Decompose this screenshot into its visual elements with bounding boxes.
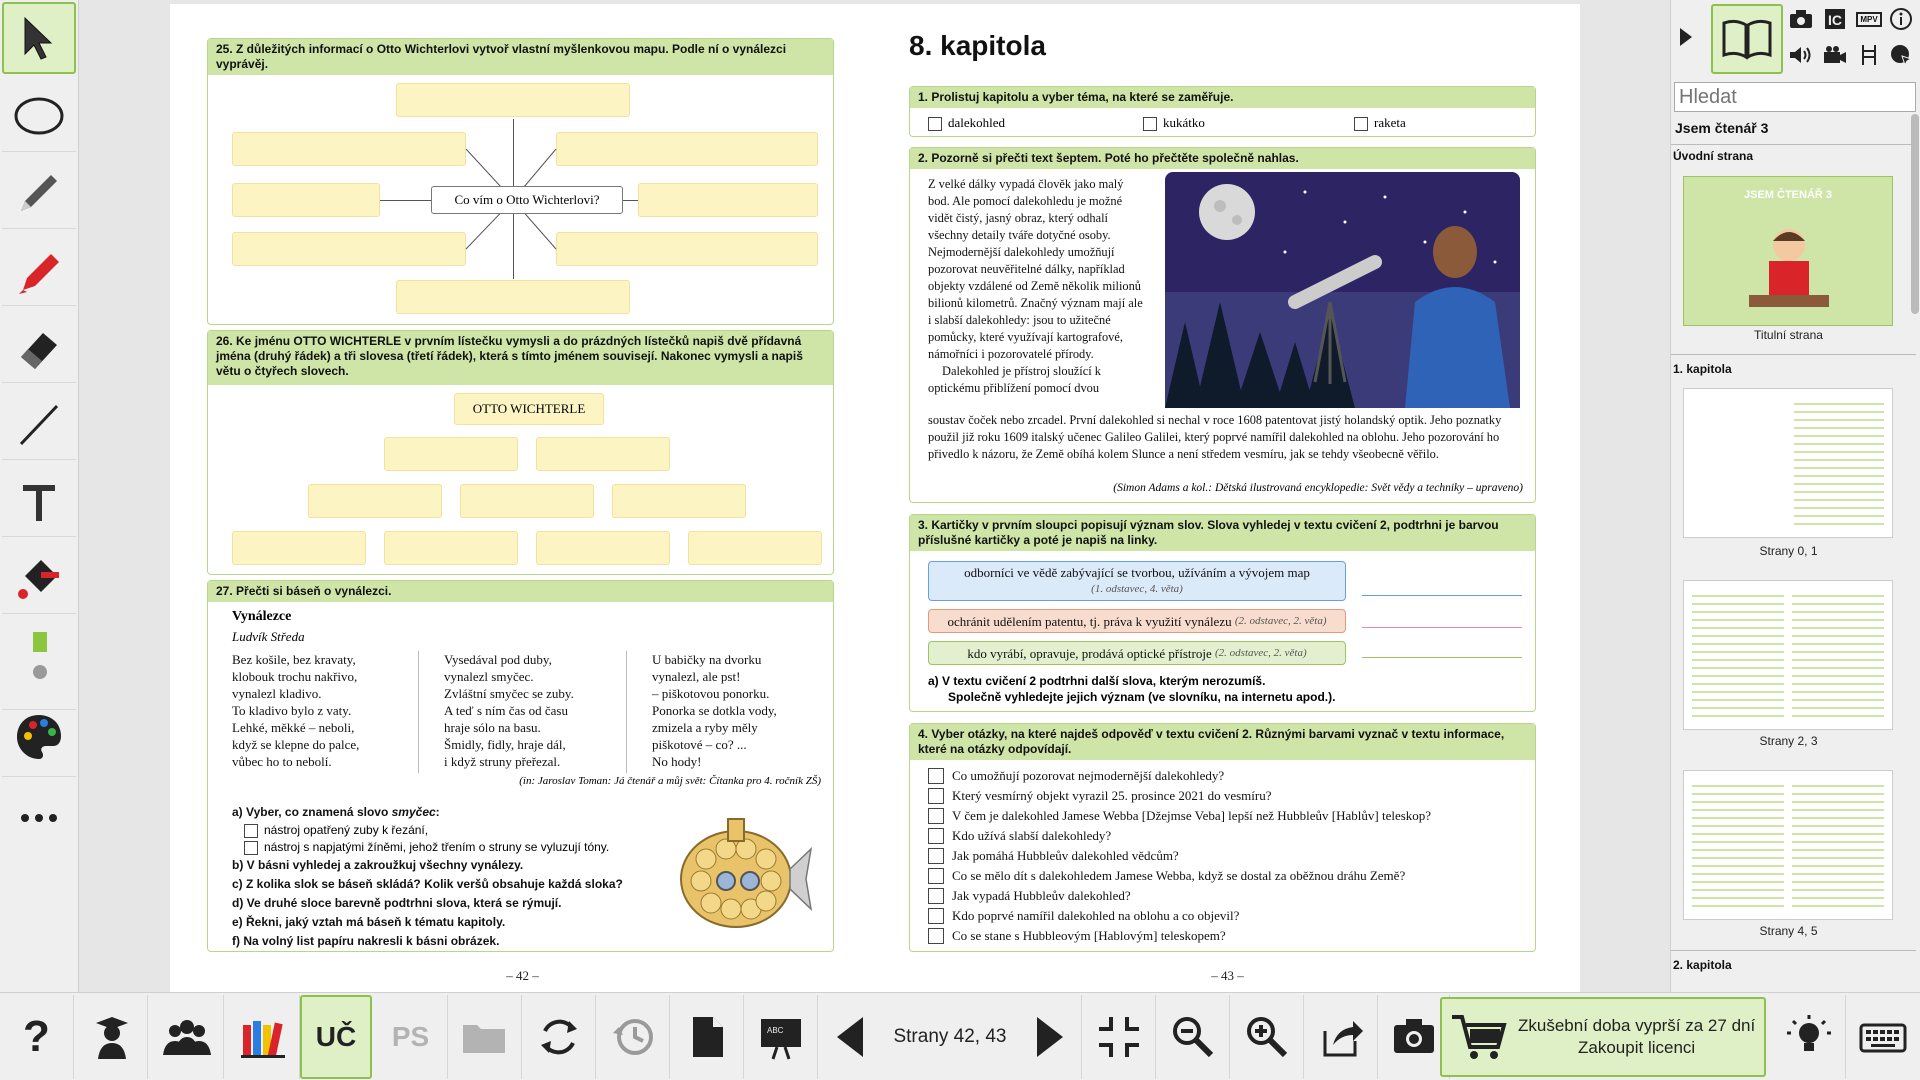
cover-child-illustration (1739, 217, 1839, 317)
task-c: c) Z kolika slok se báseň skládá? Kolik veršů obsahuje každá sloka? (232, 877, 623, 891)
separator (1671, 144, 1916, 145)
exercise-heading: 26. Ke jménu OTTO WICHTERLE v prvním lístečku vymysli a do prázdných lístečků napiš dvě přídavná jména (druhý řádek) a tři slovesa (třetí řádek), která s tímto jménem souvisejí. Nakonec vymysli a napiš větu o čtyřech slovech. (208, 331, 833, 385)
checkbox[interactable] (1354, 117, 1368, 131)
poem-stanza-2: Vysedával pod duby, vynalezl smyčec. Zvláštní smyčec se zuby. A teď s ním čas od času hraje sólo na basu. Šmidly, fidly, hraje dál, i když struny přeřezal. (444, 652, 574, 769)
section-title: 1. kapitola (1673, 362, 1732, 376)
palette-icon (11, 709, 67, 765)
separator (1671, 354, 1916, 355)
shopping-cart-icon (1450, 1011, 1508, 1063)
separator (1671, 950, 1916, 951)
question-row[interactable]: Co se mělo dít s dalekohledem Jamese Webba, když se dostal za oběžnou dráhu Země? (928, 866, 1405, 886)
collapse-sidebar-button[interactable] (1673, 20, 1699, 54)
option-kukatko[interactable]: kukátko (1143, 115, 1205, 131)
telescope-night-sky-illustration (1165, 172, 1520, 408)
checkbox[interactable] (928, 768, 944, 784)
exercise-25 (207, 38, 834, 325)
thumbnail-label: Strany 4, 5 (1759, 924, 1818, 938)
chapter-list[interactable] (1671, 114, 1920, 992)
adjective-box[interactable] (536, 437, 670, 471)
task-d: d) Ve druhé sloce barevně podtrhni slova, která se rýmují. (232, 896, 562, 910)
article-source: (Simon Adams a kol.: Dětská ilustrovaná encyklopedie: Svět vědy a techniky – upraveno) (1113, 482, 1523, 494)
class-button[interactable] (150, 995, 224, 1079)
question-row[interactable]: Jak vypadá Hubbleův dalekohled? (928, 886, 1131, 906)
arrow-right-icon (1023, 1011, 1075, 1063)
document-viewer[interactable] (80, 0, 1670, 992)
answer-line-blue[interactable] (1362, 595, 1522, 596)
bottom-toolbar (0, 992, 1920, 1080)
fit-screen-button[interactable] (1082, 995, 1156, 1079)
more-dots-icon (11, 786, 67, 842)
svg-text:ABC: ABC (766, 1026, 783, 1035)
color-swatch-green (33, 632, 47, 652)
adjective-box[interactable] (384, 437, 518, 471)
sync-button[interactable] (522, 995, 596, 1079)
poem-divider (418, 651, 419, 773)
checkbox[interactable] (928, 788, 944, 804)
document-icon (681, 1011, 733, 1063)
checkbox[interactable] (928, 848, 944, 864)
globe-cursor-icon (1889, 43, 1913, 67)
meaning-card-blue[interactable]: odborníci ve vědě zabývající se tvorbou, užíváním a vývojem map (1. odstavec, 4. věta) (928, 561, 1346, 601)
question-row[interactable]: Který vesmírný objekt vyrazil 25. prosince 2021 do vesmíru? (928, 786, 1272, 806)
marker-icon (11, 242, 67, 298)
text-t-icon (11, 473, 67, 529)
history-clock-icon (607, 1011, 659, 1063)
interactive-ic-icon (1823, 7, 1847, 31)
teacher-book-tab[interactable] (300, 995, 372, 1079)
sentence-word-box[interactable] (688, 531, 822, 565)
task-a-word: smyčec (391, 805, 436, 819)
option-raketa[interactable]: raketa (1354, 115, 1406, 131)
poem-tasks (232, 803, 672, 951)
page-thumbnail-0-1[interactable] (1683, 388, 1893, 538)
web-filter-button[interactable] (1885, 40, 1917, 70)
pencil-tool[interactable] (2, 157, 76, 229)
open-book-icon (1720, 17, 1774, 61)
share-button[interactable] (1304, 995, 1378, 1079)
sentence-word-box[interactable] (536, 531, 670, 565)
verb-box[interactable] (460, 484, 594, 518)
exercise-heading: 2. Pozorně si přečti text šeptem. Poté ho přečtěte společně nahlas. (910, 148, 1535, 169)
svg-text:IC: IC (1828, 12, 1842, 28)
checkbox[interactable] (928, 868, 944, 884)
exercise-3 (909, 514, 1536, 712)
zoom-out-button[interactable] (1156, 995, 1230, 1079)
exercise-1 (909, 86, 1536, 137)
more-tools-button[interactable] (2, 778, 76, 850)
help-button[interactable] (0, 995, 74, 1079)
text-tool[interactable] (2, 465, 76, 537)
camera-small-icon (1788, 8, 1814, 30)
mindmap-center: Co vím o Otto Wichterlovi? (431, 186, 623, 214)
student-icon (86, 1011, 138, 1063)
eraser-tool[interactable] (2, 311, 76, 383)
folder-button[interactable] (448, 995, 522, 1079)
books-icon (237, 1011, 289, 1063)
history-button[interactable] (596, 995, 670, 1079)
blackboard-button[interactable] (744, 995, 818, 1079)
checkbox[interactable] (928, 928, 944, 944)
video-filter-button[interactable] (1819, 40, 1851, 70)
page-number: – 43 – (1211, 968, 1244, 983)
cover-thumbnail[interactable] (1683, 176, 1893, 326)
pencil-icon (11, 165, 67, 221)
teacher-book-label: UČ (315, 1021, 357, 1052)
width-dot (33, 665, 47, 679)
workbook-tab[interactable] (374, 995, 448, 1079)
next-page-button[interactable] (1016, 995, 1082, 1079)
name-card: OTTO WICHTERLE (454, 393, 604, 425)
thumbnail-content (1692, 589, 1784, 723)
poem-stanza-3: U babičky na dvorku vynalezl, ale pst! – piškotovou ponorku. Ponorka se dotkla vody, zmizela a ryby měly piškotové – co? ... No hody! (652, 652, 777, 769)
section-title: 2. kapitola (1673, 958, 1732, 972)
arrow-left-icon (825, 1011, 877, 1063)
page-indicator-label: Strany 42, 43 (893, 1026, 1007, 1047)
question-row[interactable]: V čem je dalekohled Jamese Webba [Džejmse Veba] lepší než Hubbleův [Hablův] teleskop? (928, 806, 1431, 826)
previous-page-button[interactable] (818, 995, 884, 1079)
exercise-4 (909, 723, 1536, 952)
task-a-option-1[interactable]: nástroj opatřený zuby k řezání, (232, 822, 672, 839)
task-b: b) V básni vyhledej a zakroužkuj všechny vynálezy. (232, 858, 524, 872)
cursor-arrow-icon (11, 10, 67, 66)
poem-source: (in: Jaroslav Toman: Já čtenář a můj svět: Čítanka pro 4. ročník ZŠ) (519, 775, 821, 787)
question-row[interactable]: Kdo užívá slabší dalekohledy? (928, 826, 1111, 846)
select-tool[interactable] (2, 2, 76, 74)
checkbox[interactable] (244, 841, 258, 855)
question-row[interactable]: Co umožňují pozorovat nejmodernější dalekohledy? (928, 766, 1224, 786)
workbook-label: PS (391, 1021, 430, 1052)
thumbnail-label: Strany 2, 3 (1759, 734, 1818, 748)
exercise-2 (909, 147, 1536, 503)
checkbox[interactable] (928, 888, 944, 904)
page-42 (170, 4, 875, 992)
sync-icon (533, 1011, 585, 1063)
task-a-option-2[interactable]: nástroj s napjatými žíněmi, jehož třením o struny se vyluzují tóny. (232, 839, 672, 856)
mindmap-branches (208, 39, 835, 326)
shrink-icon (1093, 1011, 1145, 1063)
checkbox[interactable] (928, 808, 944, 824)
checkbox[interactable] (928, 908, 944, 924)
exercise-heading: 3. Kartičky v prvním sloupci popisují význam slov. Slova vyhledej v textu cvičení 2, podtrhni je barvou příslušné kartičky a poté je napiš na linky. (910, 515, 1535, 551)
search-input[interactable] (1674, 82, 1916, 112)
poem-stanza-1: Bez košile, bez kravaty, klobouk trochu nakřivo, vynalezl kladivo. To kladivo bylo z vaty. Lehké, měkké – neboli, když se klepne do palce, vůbec ho to nebolí. (232, 652, 360, 769)
audio-filter-button[interactable] (1785, 40, 1817, 70)
book-title: Jsem čtenář 3 (1675, 120, 1769, 136)
sentence-word-box[interactable] (232, 531, 366, 565)
question-row[interactable]: Co se stane s Hubbleovým [Hablovým] teleskopem? (928, 926, 1226, 946)
chevron-right-icon (1678, 26, 1694, 48)
sentence-word-box[interactable] (384, 531, 518, 565)
light-mode-button[interactable] (1772, 995, 1846, 1079)
sponge-submarine-illustration (666, 809, 816, 939)
ladder-doc-icon (1858, 43, 1880, 67)
exercise-heading: 27. Přečti si báseň o vynálezci. (208, 581, 833, 602)
exercise-heading: 1. Prolistuj kapitolu a vyber téma, na které se zaměřuje. (910, 87, 1535, 108)
video-camera-icon (1822, 44, 1848, 66)
photo-filter-button[interactable] (1785, 4, 1817, 34)
meaning-card-orange[interactable]: ochránit udělením patentu, tj. práva k využití vynálezu (2. odstavec, 2. věta) (928, 609, 1346, 633)
ellipse-icon (11, 88, 67, 144)
library-button[interactable] (226, 995, 300, 1079)
license-text: Zkušební doba vyprší za 27 dní Zakoupit licenci (1518, 1016, 1756, 1057)
zoom-in-button[interactable] (1230, 995, 1304, 1079)
task-f: f) Na volný list papíru nakresli k básni obrázek. (232, 934, 500, 948)
verb-box[interactable] (612, 484, 746, 518)
exercise-heading: 25. Z důležitých informací o Otto Wichterlovi vytvoř vlastní myšlenkovou mapu. Podle ní o vynálezci vyprávěj. (208, 39, 833, 75)
mpv-icon: MPV (1856, 12, 1881, 27)
light-bulb-icon (1783, 1011, 1835, 1063)
left-toolbar (0, 0, 79, 992)
thumbnail-content (1792, 779, 1884, 913)
marker-tool[interactable] (2, 234, 76, 306)
meaning-card-green[interactable]: kdo vyrábí, opravuje, prodává optické přístroje (2. odstavec, 2. věta) (928, 641, 1346, 665)
exercise-27 (207, 580, 834, 952)
poem-author: Ludvík Středa (232, 629, 305, 644)
answer-line-green[interactable] (1362, 657, 1522, 658)
line-icon (11, 396, 67, 452)
keyboard-icon (1857, 1011, 1909, 1063)
line-tool[interactable] (2, 388, 76, 460)
camera-icon (1388, 1011, 1440, 1063)
chapter-title: 8. kapitola (909, 30, 1046, 61)
section-title: Úvodní strana (1673, 149, 1754, 163)
poem-title: Vynálezce (232, 609, 292, 624)
page-43 (875, 4, 1580, 992)
folder-icon (459, 1011, 511, 1063)
thumbnail-label: Titulní strana (1754, 328, 1823, 342)
share-icon (1315, 1011, 1367, 1063)
interactive-filter-button[interactable] (1819, 4, 1851, 34)
task-e: e) Řekni, jaký vztah má báseň k tématu kapitoly. (232, 915, 506, 929)
exercise-heading: 4. Vyber otázky, na které najdeš odpověď v textu cvičení 2. Různými barvami vyznač v textu informace, které na otázky odpovídají. (910, 724, 1535, 760)
article-text-narrow: Z velké dálky vypadá člověk jako malý bod. Ale pomocí dalekohledu je možné vidět čistý, jasný obraz, který odhalí všechny detaily tváře dotyčné osoby. Nejmodernější dalekohledy umožňují pozorovat neuvěřitelné dálky, například objekty vzdálené od Země několik milionů bilionů kilometrů. Značný význam mají ale i slabší dalekohledy: jsou to užitečné pomůcky, které využívají kartografové, námořníci i pozorovatelé přírody. Dalekohled je přístroj sloužící k optickému přiblížení pomocí dvou (928, 177, 1143, 395)
speaker-icon (1788, 44, 1814, 66)
verb-box[interactable] (308, 484, 442, 518)
checkbox[interactable] (928, 117, 942, 131)
sidebar-scrollbar[interactable] (1911, 114, 1919, 314)
article-text-wide: soustav čoček nebo zrcadel. První dalekohled si nechal v roce 1608 patentovat jistý holandský optik. Jeho poznatky použil již roku 1609 italský učenec Galileo Galilei, který poprvé namířil dalekohled na oblohu. Jeho pozorování ho přivedlo k názoru, že Země obíhá kolem Slunce a není středem vesmíru, jak se tehdy všeobecně věřilo. (928, 413, 1502, 461)
keyboard-button[interactable] (1846, 995, 1920, 1079)
cover-title: JSEM ČTENÁŘ 3 (1743, 189, 1833, 201)
page-indicator (884, 995, 1016, 1079)
info-circle-icon (1889, 7, 1913, 31)
task-a: a) Vyber, co znamená slovo smyčec: (232, 805, 440, 819)
info-filter-button[interactable] (1885, 4, 1917, 34)
buy-license-button[interactable] (1440, 997, 1766, 1077)
worksheet-filter-button[interactable] (1853, 40, 1885, 70)
checkbox[interactable] (244, 824, 258, 838)
right-sidebar (1670, 0, 1920, 992)
checkbox[interactable] (1143, 117, 1157, 131)
mpv-filter-button[interactable] (1853, 4, 1885, 34)
paint-bucket-icon (11, 550, 67, 606)
option-dalekohled[interactable]: dalekohled (928, 115, 1005, 131)
book-view-button[interactable] (1711, 4, 1783, 74)
page-thumbnail-4-5[interactable] (1683, 770, 1893, 920)
page-number: – 42 – (506, 968, 539, 983)
thumbnail-content (1692, 779, 1784, 913)
fill-tool[interactable] (2, 542, 76, 614)
checkbox[interactable] (928, 828, 944, 844)
blackboard-icon (755, 1011, 807, 1063)
group-icon (161, 1011, 213, 1063)
exercise-3-task-a: a) V textu cvičení 2 podtrhni další slova, kterým nerozumíš. Společně vyhledejte jejich význam (ve slovníku, na internetu apod.). (928, 674, 1336, 704)
question-row[interactable]: Jak pomáhá Hubbleův dalekohled vědcům? (928, 846, 1179, 866)
help-icon: ? (23, 1012, 50, 1061)
new-page-button[interactable] (670, 995, 744, 1079)
exercise-26 (207, 330, 834, 575)
student-button[interactable] (76, 995, 148, 1079)
palette-tool[interactable] (2, 697, 76, 777)
ellipse-tool[interactable] (2, 80, 76, 152)
thumbnail-content (1792, 589, 1884, 723)
zoom-out-icon (1167, 1011, 1219, 1063)
poem-divider (626, 651, 627, 773)
zoom-in-icon (1241, 1011, 1293, 1063)
thumbnail-content (1794, 397, 1884, 527)
thumbnail-label: Strany 0, 1 (1759, 544, 1818, 558)
question-row[interactable]: Kdo poprvé namířil dalekohled na oblohu a co objevil? (928, 906, 1239, 926)
eraser-icon (11, 319, 67, 375)
answer-line-pink[interactable] (1362, 627, 1522, 628)
page-thumbnail-2-3[interactable] (1683, 580, 1893, 730)
